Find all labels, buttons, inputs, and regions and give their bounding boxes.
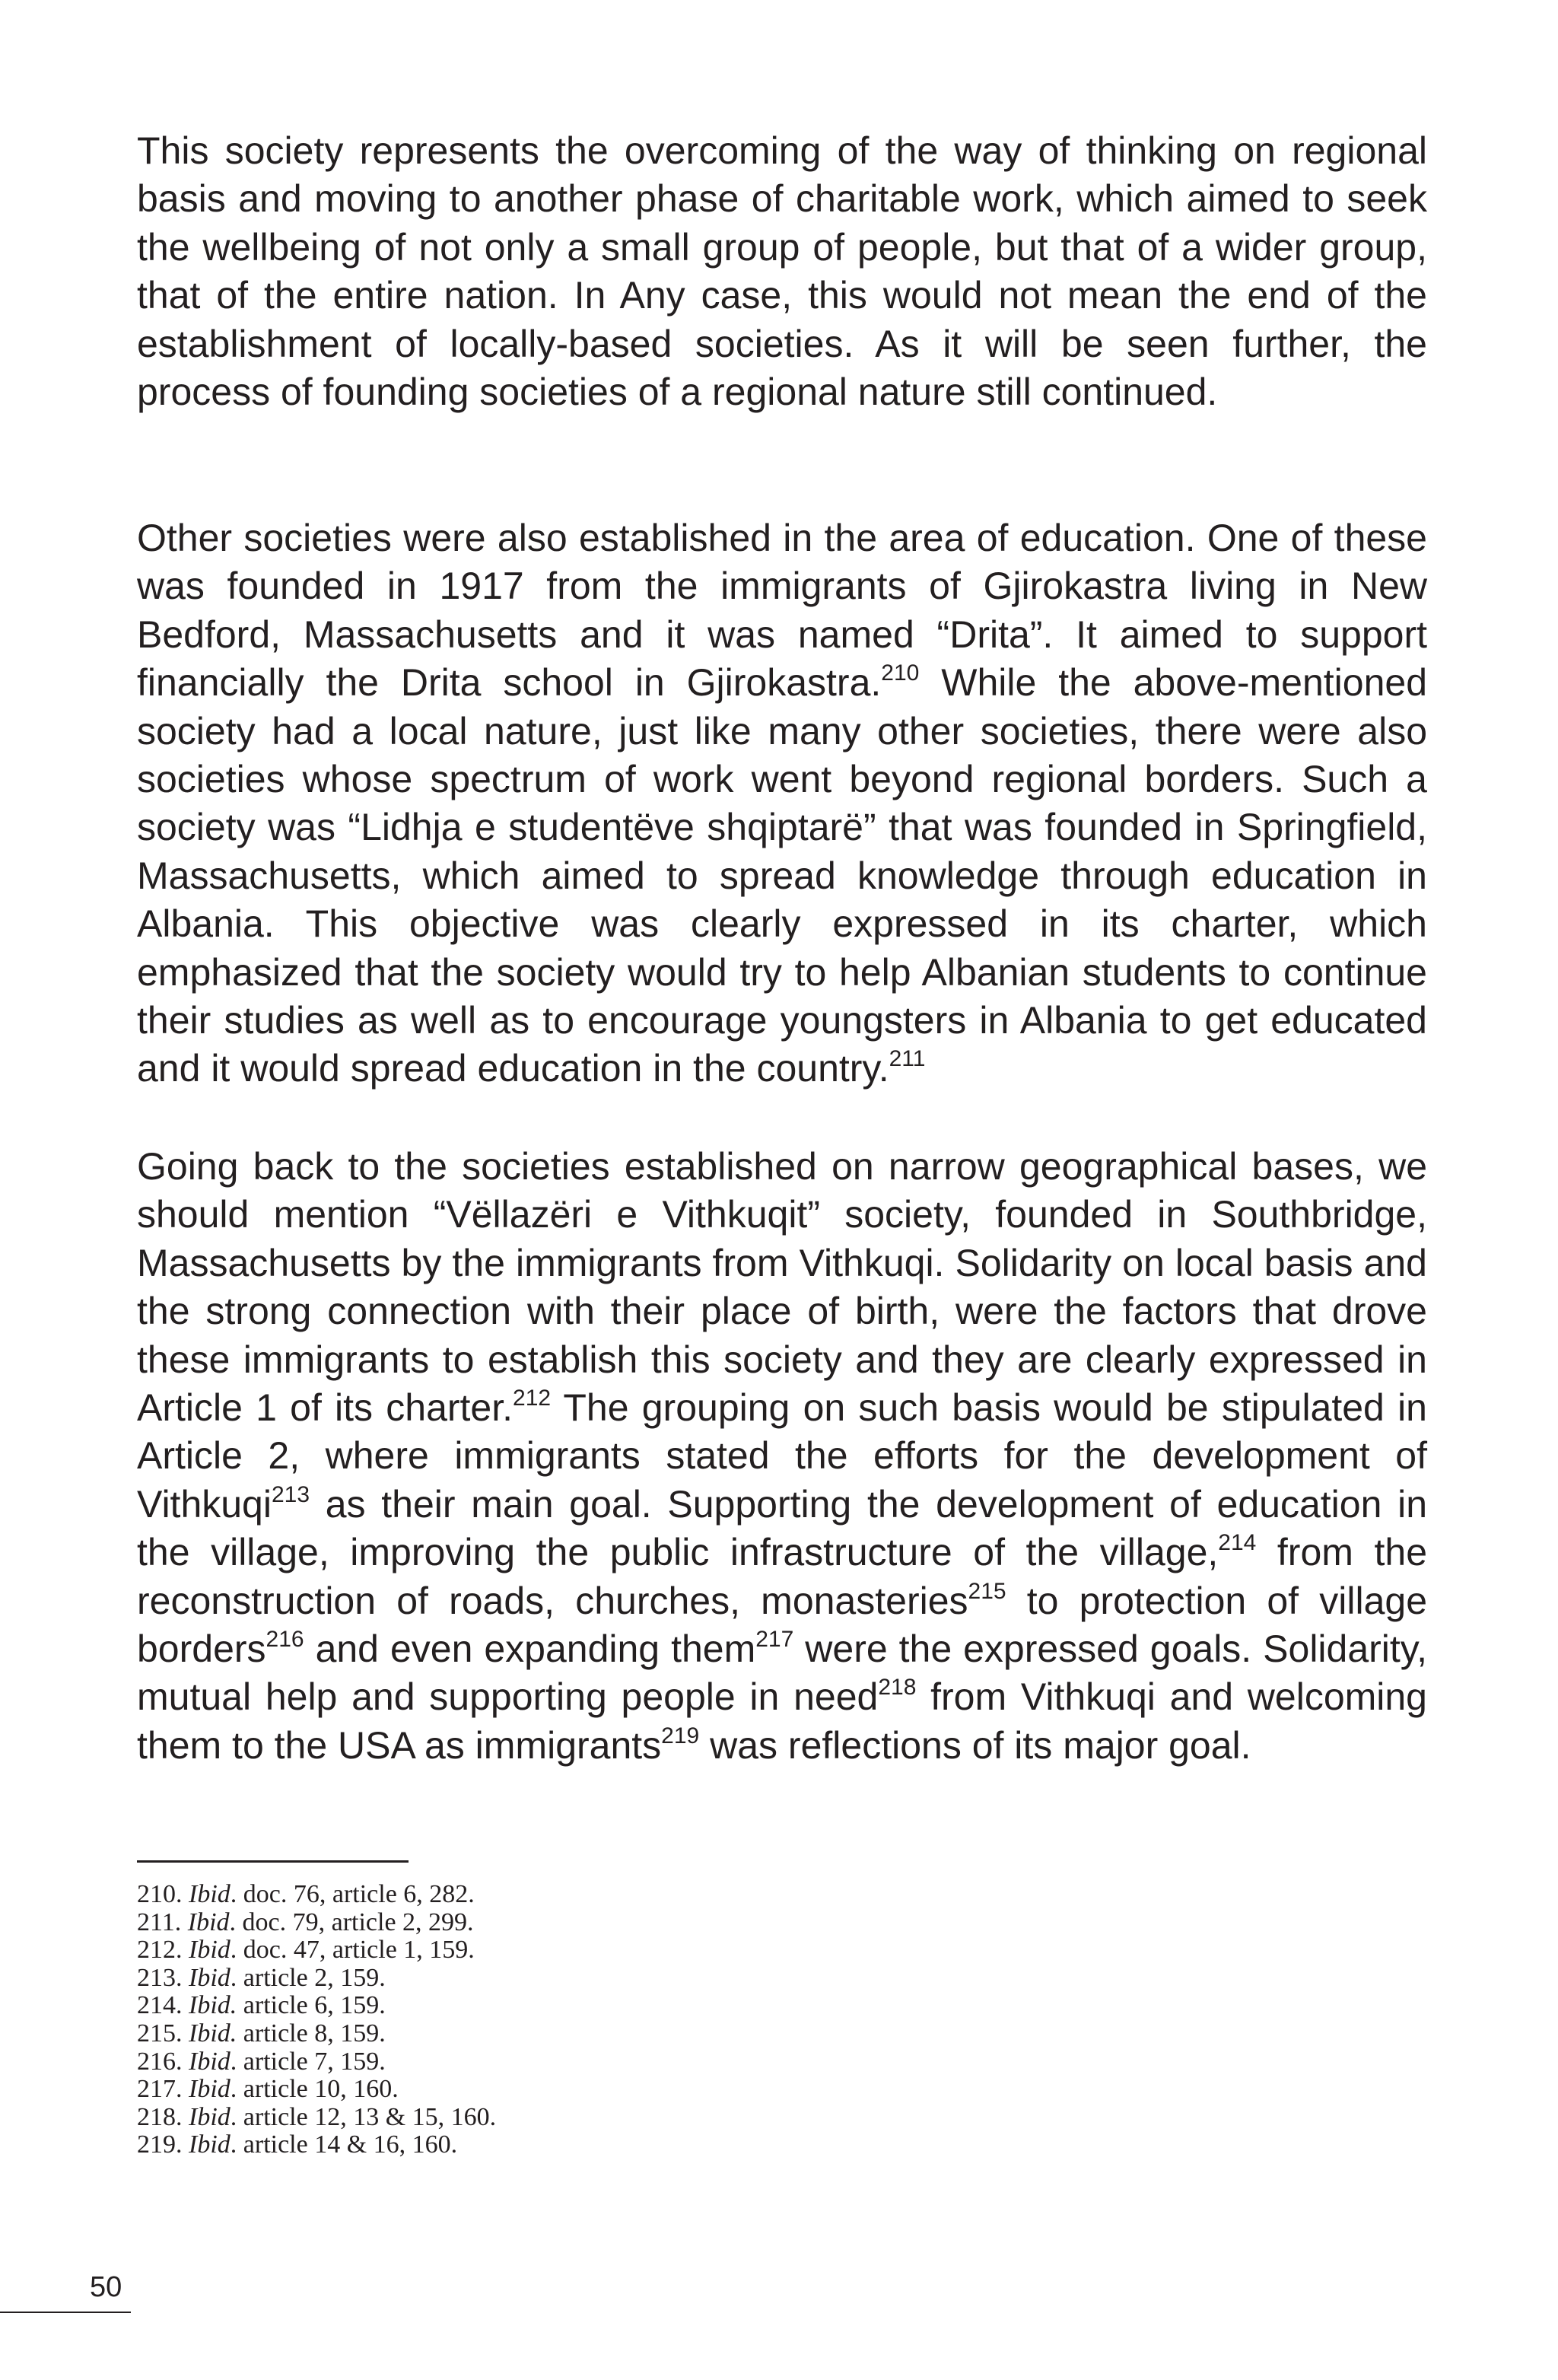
footnote-number: 210. [137, 1880, 183, 1908]
footnotes-list [137, 1881, 1050, 2159]
footnote-citation: article 6, 159. [237, 1991, 386, 2020]
paragraph-text-run: was reflections of its major goal. [699, 1723, 1251, 1767]
footnote-item [137, 2020, 1050, 2048]
footnote-number: 212. [137, 1936, 183, 1965]
footnote-item [137, 2104, 1050, 2132]
footnote-ref-211[interactable]: 211 [889, 1046, 926, 1072]
body-paragraph-3 [137, 1143, 1427, 1770]
paragraph-text-run: This society represents the overcoming of the way of thinking on regional basis and moving to another phase of charitable work, which aimed to seek the wellbeing of not only a small group of people, but that of a wider group, that of the entire nation. In Any case, this would not mean the end of the establishment of locally-based societies. As it will be seen further, the process of founding societies of a regional nature still continued. [137, 129, 1427, 414]
body-paragraph-1 [137, 127, 1427, 416]
footnote-ref-216[interactable]: 216 [265, 1627, 304, 1653]
footnote-citation: article 8, 159. [237, 2019, 386, 2048]
footnote-item [137, 1992, 1050, 2020]
page-number: 50 [90, 2271, 122, 2303]
footnote-number: 216. [137, 2047, 183, 2076]
footnote-number: 219. [137, 2130, 183, 2159]
footnote-ref-219[interactable]: 219 [661, 1723, 700, 1748]
paragraph-text-run: The grouping on such basis would be stipulated in Article 2, where immigrants stated the efforts for the development of Vithkuqi [137, 1386, 1427, 1526]
footnote-ibid: Ibid [189, 1880, 231, 1908]
paragraph-text-run: were the expressed goals. Solidarity, mutual help and supporting people in need [137, 1628, 1427, 1719]
footnote-citation: . article 10, 160. [230, 2075, 399, 2104]
footnote-ibid: Ibid. [189, 2019, 237, 2048]
footnote-citation: . article 12, 13 & 15, 160. [230, 2102, 497, 2131]
footnote-item [137, 2048, 1050, 2076]
footnote-item [137, 1965, 1050, 1993]
paragraph-text-run: While the above-mentioned society had a local nature, just like many other societies, there were also societies whose spectrum of work went beyond regional borders. Such a society was “Lidhja e studentëve shqiptarë” that was founded in Springfield, Massachusetts, which aimed to spread knowledge through education in Albania. This objective was clearly expressed in its charter, which emphasized that the society would try to help Albanian students to continue their studies as well as to encourage youngsters in Albania to get educated and it would spread education in the country. [137, 661, 1427, 1090]
footnote-number: 213. [137, 1963, 183, 1992]
footnote-ibid: Ibid. [189, 1991, 237, 2020]
paragraph-text-run: from the reconstruction of roads, churches, monasteries [137, 1531, 1428, 1622]
footnote-number: 217. [137, 2075, 183, 2104]
paragraph-text-run: Other societies were also established in the area of education. One of these was founded in 1917 from the immigrants of Gjirokastra living in New Bedford, Massachusetts and it was named “Drita”. It aimed to support financially the Drita school in Gjirokastra. [137, 517, 1427, 705]
footnote-item [137, 1936, 1050, 1965]
footnote-separator-rule [137, 1860, 409, 1863]
footnote-citation: . doc. 76, article 6, 282. [230, 1880, 475, 1908]
footnote-ref-218[interactable]: 218 [878, 1675, 917, 1701]
footnote-citation: . doc. 47, article 1, 159. [230, 1936, 475, 1965]
footnote-ref-210[interactable]: 210 [881, 660, 920, 686]
paragraph-text-run: Going back to the societies established on narrow geographical bases, we should mention “Vëllazëri e Vithkuqit” society, founded in Southbridge, Massachusetts by the immigrants from Vithkuqi. Solidarity on local basis and the strong connection with their place of birth, were the factors that drove these immigrants to establish this society and they are clearly expressed in Article 1 of its charter. [137, 1145, 1427, 1430]
page-number-rule [0, 2312, 131, 2313]
footnote-citation: . article 7, 159. [230, 2047, 386, 2076]
footnote-ibid: Ibid [189, 2130, 231, 2159]
footnote-ref-214[interactable]: 214 [1218, 1530, 1257, 1556]
paragraph-text-run: and even expanding them [304, 1628, 756, 1671]
footnote-ref-213[interactable]: 213 [271, 1481, 310, 1507]
footnote-number: 215. [137, 2019, 183, 2048]
footnote-number: 211. [137, 1908, 182, 1936]
footnote-ibid: Ibid [187, 1908, 230, 1936]
paragraph-text-run: from Vithkuqi and welcoming them to the USA as immigrants [137, 1675, 1427, 1767]
footnote-ref-215[interactable]: 215 [968, 1578, 1006, 1604]
footnote-item [137, 2076, 1050, 2104]
footnote-ibid: Ibid [189, 2102, 231, 2131]
footnote-ibid: Ibid [189, 2047, 231, 2076]
footnote-number: 214. [137, 1991, 183, 2020]
footnote-number: 218. [137, 2102, 183, 2131]
footnote-citation: . article 14 & 16, 160. [230, 2130, 458, 2159]
footnote-ibid: Ibid [189, 1936, 231, 1965]
footnote-ref-217[interactable]: 217 [755, 1627, 794, 1653]
footnote-ibid: Ibid [189, 1963, 231, 1992]
paragraph-text-run: as their main goal. Supporting the development of education in the village, improving the public infrastructure of the village, [137, 1482, 1427, 1574]
footnote-ibid: Ibid [189, 2075, 231, 2104]
paragraph-text-run: to protection of village borders [137, 1579, 1427, 1671]
footnote-ref-212[interactable]: 212 [513, 1386, 552, 1411]
footnote-item [137, 2131, 1050, 2159]
footnote-citation: . doc. 79, article 2, 299. [229, 1908, 474, 1936]
footnote-citation: . article 2, 159. [230, 1963, 386, 1992]
footnote-item [137, 1881, 1050, 1909]
footnote-item [137, 1909, 1050, 1937]
body-paragraph-2 [137, 514, 1427, 1093]
